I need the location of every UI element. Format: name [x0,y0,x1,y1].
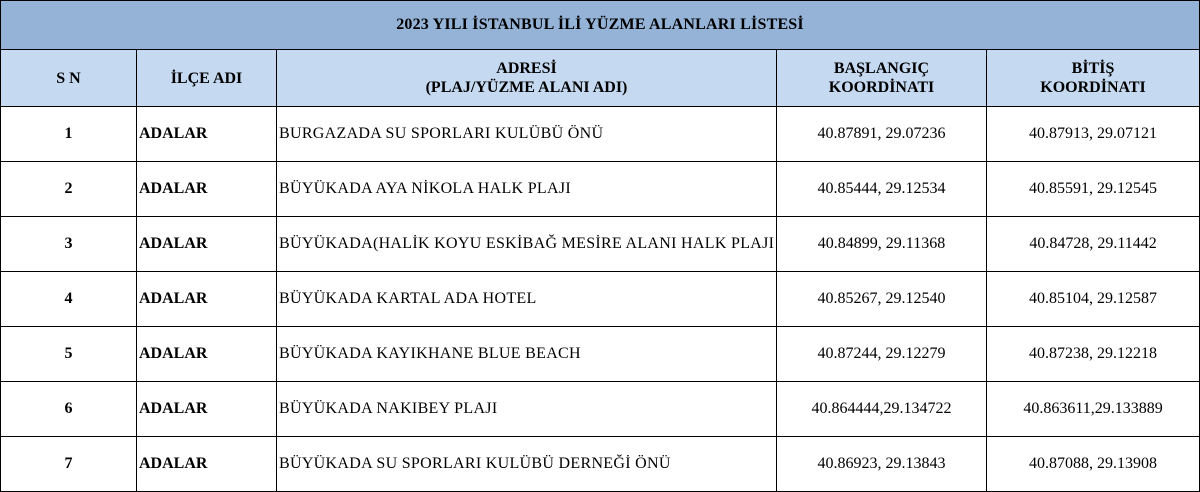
header-start-coordinate [777,50,987,107]
table-row [1,217,1200,272]
header-district: İLÇE ADI [137,50,277,107]
table-row [1,162,1200,217]
header-row [1,50,1200,107]
cell-start-coordinate: 40.85267, 29.12540 [777,272,987,327]
header-sn: S N [1,50,137,107]
cell-sn: 1 [1,107,137,162]
cell-address: BÜYÜKADA KAYIKHANE BLUE BEACH [277,327,777,382]
cell-sn: 6 [1,382,137,437]
cell-address: BURGAZADA SU SPORLARI KULÜBÜ ÖNÜ [277,107,777,162]
cell-start-coordinate: 40.85444, 29.12534 [777,162,987,217]
header-end-coordinate [987,50,1200,107]
cell-address: BÜYÜKADA(HALİK KOYU ESKİBAĞ MESİRE ALANI HALK PLAJI [277,217,777,272]
cell-address: BÜYÜKADA NAKIBEY PLAJI [277,382,777,437]
cell-start-coordinate: 40.87891, 29.07236 [777,107,987,162]
cell-district: ADALAR [137,107,277,162]
cell-sn: 3 [1,217,137,272]
cell-sn: 7 [1,437,137,492]
title-row [1,1,1200,50]
cell-start-coordinate: 40.84899, 29.11368 [777,217,987,272]
cell-sn: 4 [1,272,137,327]
cell-sn: 2 [1,162,137,217]
cell-end-coordinate: 40.87088, 29.13908 [987,437,1200,492]
cell-district: ADALAR [137,437,277,492]
cell-address: BÜYÜKADA SU SPORLARI KULÜBÜ DERNEĞİ ÖNÜ [277,437,777,492]
cell-district: ADALAR [137,162,277,217]
header-start-line1: BAŞLANGIÇ [833,60,930,77]
cell-end-coordinate: 40.87913, 29.07121 [987,107,1200,162]
cell-end-coordinate: 40.85104, 29.12587 [987,272,1200,327]
header-address [277,50,777,107]
table-row [1,437,1200,492]
header-end-line1: BİTİŞ [1071,60,1115,77]
cell-district: ADALAR [137,272,277,327]
table-row [1,327,1200,382]
cell-address: BÜYÜKADA KARTAL ADA HOTEL [277,272,777,327]
header-address-line1: ADRESİ [496,60,557,77]
cell-district: ADALAR [137,217,277,272]
table-row [1,272,1200,327]
cell-end-coordinate: 40.87238, 29.12218 [987,327,1200,382]
cell-start-coordinate: 40.864444,29.134722 [777,382,987,437]
cell-district: ADALAR [137,382,277,437]
table-title: 2023 YILI İSTANBUL İLİ YÜZME ALANLARI LİSTESİ [1,1,1200,50]
cell-end-coordinate: 40.85591, 29.12545 [987,162,1200,217]
cell-address: BÜYÜKADA AYA NİKOLA HALK PLAJI [277,162,777,217]
cell-district: ADALAR [137,327,277,382]
header-start-line2: KOORDİNATI [828,79,935,96]
cell-end-coordinate: 40.84728, 29.11442 [987,217,1200,272]
table-row [1,107,1200,162]
cell-start-coordinate: 40.87244, 29.12279 [777,327,987,382]
cell-sn: 5 [1,327,137,382]
cell-start-coordinate: 40.86923, 29.13843 [777,437,987,492]
table-row [1,382,1200,437]
cell-end-coordinate: 40.863611,29.133889 [987,382,1200,437]
header-address-line2: (PLAJ/YÜZME ALANI ADI) [425,79,628,96]
header-end-line2: KOORDİNATI [1040,79,1146,96]
